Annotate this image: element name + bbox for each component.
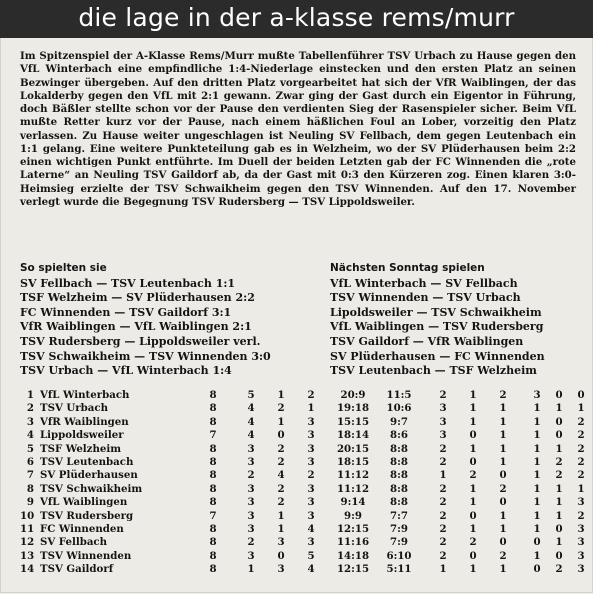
lost-cell: 3 (307, 442, 315, 455)
goals-cell: 9:14 (340, 496, 366, 509)
result-line: TSF Welzheim — SV Plüderhausen 2:2 (20, 291, 255, 305)
drawn-cell: 2 (277, 496, 285, 509)
team-cell: TSV Urbach (40, 402, 108, 415)
goals-cell: 18:15 (336, 455, 370, 468)
table-row (20, 482, 585, 496)
won-cell: 1 (247, 563, 255, 576)
goals-cell: 11:12 (336, 469, 370, 482)
away-drawn-cell: 1 (555, 482, 563, 495)
away-drawn-cell: 1 (555, 442, 563, 455)
table-row (20, 522, 585, 536)
team-cell: FC Winnenden (40, 522, 124, 535)
rank-cell: 4 (26, 429, 34, 442)
home-won-cell: 2 (439, 455, 447, 468)
away-won-cell: 1 (533, 429, 541, 442)
away-won-cell: 1 (533, 496, 541, 509)
won-cell: 3 (247, 496, 255, 509)
home-lost-cell: 1 (499, 429, 507, 442)
lost-cell: 3 (307, 429, 315, 442)
away-lost-cell: 3 (577, 522, 585, 535)
played-cell: 8 (209, 482, 217, 495)
away-drawn-cell: 1 (555, 496, 563, 509)
home-drawn-cell: 0 (469, 549, 477, 562)
drawn-cell: 3 (277, 563, 285, 576)
points-cell: 8:6 (390, 429, 408, 442)
away-won-cell: 0 (533, 536, 541, 549)
points-cell: 10:6 (386, 402, 412, 415)
lost-cell: 4 (307, 522, 315, 535)
rank-cell: 6 (26, 455, 34, 468)
away-won-cell: 1 (533, 402, 541, 415)
points-cell: 8:8 (390, 455, 408, 468)
home-won-cell: 3 (439, 415, 447, 428)
away-won-cell: 1 (533, 469, 541, 482)
team-cell: TSV Schwaikheim (40, 482, 143, 495)
goals-cell: 12:15 (336, 522, 370, 535)
results-list (20, 277, 312, 379)
rank-cell: 14 (20, 563, 35, 576)
played-cell: 7 (209, 509, 217, 522)
result-line: FC Winnenden — TSV Gaildorf 3:1 (20, 305, 232, 319)
away-won-cell: 1 (533, 509, 541, 522)
lost-cell: 3 (307, 455, 315, 468)
played-cell: 8 (209, 402, 217, 415)
won-cell: 3 (247, 455, 255, 468)
goals-cell: 11:16 (336, 536, 370, 549)
away-won-cell: 1 (533, 442, 541, 455)
played-cell: 8 (209, 389, 217, 401)
fixture-line: VfL Waiblingen — TSV Rudersberg (330, 320, 544, 334)
played-cell: 8 (209, 549, 217, 562)
home-drawn-cell: 1 (469, 496, 477, 509)
team-cell: VfR Waiblingen (40, 415, 129, 428)
points-cell: 8:8 (390, 469, 408, 482)
away-won-cell: 3 (533, 389, 541, 401)
team-cell: TSV Winnenden (40, 549, 132, 562)
goals-cell: 9:9 (344, 509, 362, 522)
home-drawn-cell: 1 (469, 389, 477, 401)
won-cell: 5 (247, 389, 255, 401)
home-lost-cell: 1 (499, 509, 507, 522)
home-won-cell: 3 (439, 429, 447, 442)
drawn-cell: 3 (277, 536, 285, 549)
fixture-line: TSV Gaildorf — VfR Waiblingen (330, 334, 524, 348)
team-cell: SV Plüderhausen (40, 469, 138, 482)
home-lost-cell: 2 (499, 549, 507, 562)
table-row (20, 455, 585, 469)
lost-cell: 4 (307, 563, 315, 576)
lost-cell: 3 (307, 509, 315, 522)
home-won-cell: 2 (439, 509, 447, 522)
goals-cell: 19:18 (336, 402, 370, 415)
played-cell: 8 (209, 563, 217, 576)
lost-cell: 3 (307, 482, 315, 495)
won-cell: 4 (247, 415, 255, 428)
rank-cell: 12 (20, 536, 35, 549)
rank-cell: 3 (26, 415, 34, 428)
points-cell: 7:9 (390, 522, 408, 535)
lost-cell: 3 (307, 415, 315, 428)
played-cell: 8 (209, 415, 217, 428)
table-row (20, 509, 585, 523)
fixture-line: SV Plüderhausen — FC Winnenden (330, 349, 545, 363)
rank-cell: 13 (20, 549, 35, 562)
table-row (20, 415, 585, 429)
home-lost-cell: 1 (499, 402, 507, 415)
rank-cell: 2 (26, 402, 34, 415)
goals-cell: 11:12 (336, 482, 370, 495)
home-lost-cell: 1 (499, 522, 507, 535)
goals-cell: 14:18 (336, 549, 370, 562)
home-won-cell: 2 (439, 536, 447, 549)
home-drawn-cell: 1 (469, 415, 477, 428)
away-lost-cell: 2 (577, 469, 585, 482)
result-line: TSV Rudersberg — Lippoldsweiler verl. (20, 334, 261, 348)
table-row (20, 442, 585, 456)
away-drawn-cell: 1 (555, 536, 563, 549)
home-drawn-cell: 1 (469, 563, 477, 576)
drawn-cell: 2 (277, 442, 285, 455)
away-won-cell: 1 (533, 549, 541, 562)
team-cell: TSV Leutenbach (40, 455, 134, 468)
away-lost-cell: 2 (577, 415, 585, 428)
drawn-cell: 1 (277, 389, 285, 401)
drawn-cell: 0 (277, 429, 285, 442)
won-cell: 3 (247, 549, 255, 562)
home-drawn-cell: 1 (469, 442, 477, 455)
results-section (20, 261, 312, 379)
home-won-cell: 1 (439, 563, 447, 576)
away-lost-cell: 3 (577, 496, 585, 509)
goals-cell: 18:14 (336, 429, 370, 442)
won-cell: 3 (247, 522, 255, 535)
team-cell: VfL Winterbach (40, 389, 130, 401)
points-cell: 5:11 (386, 563, 412, 576)
lost-cell: 5 (307, 549, 315, 562)
away-won-cell: 1 (533, 415, 541, 428)
away-won-cell: 1 (533, 482, 541, 495)
drawn-cell: 2 (277, 402, 285, 415)
rank-cell: 10 (20, 509, 35, 522)
home-lost-cell: 2 (499, 482, 507, 495)
points-cell: 8:8 (390, 442, 408, 455)
away-won-cell: 1 (533, 455, 541, 468)
home-lost-cell: 0 (499, 536, 507, 549)
home-drawn-cell: 0 (469, 429, 477, 442)
home-won-cell: 2 (439, 522, 447, 535)
home-won-cell: 1 (439, 469, 447, 482)
away-lost-cell: 1 (577, 482, 585, 495)
away-drawn-cell: 0 (555, 522, 563, 535)
away-drawn-cell: 2 (555, 455, 563, 468)
away-drawn-cell: 0 (555, 429, 563, 442)
fixture-line: TSV Winnenden — TSV Urbach (330, 291, 521, 305)
result-line: TSV Schwaikheim — TSV Winnenden 3:0 (20, 349, 271, 363)
home-drawn-cell: 2 (469, 469, 477, 482)
home-lost-cell: 2 (499, 389, 507, 401)
home-won-cell: 2 (439, 549, 447, 562)
points-cell: 8:8 (390, 496, 408, 509)
result-line: VfR Waiblingen — VfL Waiblingen 2:1 (20, 320, 252, 334)
home-lost-cell: 1 (499, 455, 507, 468)
played-cell: 8 (209, 455, 217, 468)
drawn-cell: 2 (277, 482, 285, 495)
goals-cell: 20:9 (340, 389, 366, 401)
won-cell: 3 (247, 509, 255, 522)
won-cell: 4 (247, 429, 255, 442)
rank-cell: 9 (26, 496, 34, 509)
article-text: Im Spitzenspiel der A-Klasse Rems/Murr mußte Tabellenführer TSV Urbach zu Hause gegen den VfL Winterbach eine empfindliche 1:4-Niederlage einstecken und den ersten Platz an seinen Bezwinger übergeben. Auf den dritten Platz vorgearbeitet hat sich der VfR Waiblingen, der das Lokalderby gegen den VfL mit 2:1 gewann. Zwar ging der Gast durch ein Eigentor in Führung, doch Bäßler stellte schon vor der Pause den verdienten Sieg der Rasenspieler sicher. Beim VfL mußte Retter kurz vor der Pause, nach einem häßlichen Foul an Lober, vorzeitig den Platz verlassen. Zu Hause weiter ungeschlagen ist Neuling SV Fellbach, dem gegen Leutenbach ein 1:1 gelang. Eine weitere Punkteteilung gab es in Welzheim, wo der SV Plüderhausen beim 2:2 einen wichtigen Punkt entführte. Im Duell der beiden Letzten gab der FC Winnenden die „rote Laterne“ an Neuling TSV Gaildorf ab, da der Gast mit 0:3 den Kürzeren zog. Einen klaren 3:0-Heimsieg erzielte der TSV Schwaikheim gegen den TSV Winnenden. Auf den 17. November verlegt wurde die Begegnung TSV Rudersberg — TSV Lippoldsweiler. (20, 50, 576, 208)
away-lost-cell: 2 (577, 509, 585, 522)
away-lost-cell: 2 (577, 429, 585, 442)
drawn-cell: 1 (277, 509, 285, 522)
home-lost-cell: 0 (499, 469, 507, 482)
rank-cell: 1 (26, 389, 34, 401)
away-won-cell: 0 (533, 563, 541, 576)
home-drawn-cell: 1 (469, 522, 477, 535)
home-won-cell: 2 (439, 482, 447, 495)
home-drawn-cell: 0 (469, 509, 477, 522)
result-line: TSV Urbach — VfL Winterbach 1:4 (20, 364, 232, 378)
goals-cell: 15:15 (336, 415, 370, 428)
lost-cell: 1 (307, 402, 315, 415)
played-cell: 8 (209, 469, 217, 482)
played-cell: 8 (209, 536, 217, 549)
won-cell: 3 (247, 482, 255, 495)
goals-cell: 20:15 (336, 442, 370, 455)
home-drawn-cell: 2 (469, 536, 477, 549)
fixture-line: VfL Winterbach — SV Fellbach (330, 276, 518, 290)
headline: die lage in der a-klasse rems/murr (78, 3, 515, 32)
played-cell: 7 (209, 429, 217, 442)
points-cell: 7:7 (390, 509, 408, 522)
home-drawn-cell: 1 (469, 482, 477, 495)
away-drawn-cell: 0 (555, 415, 563, 428)
home-won-cell: 2 (439, 442, 447, 455)
home-lost-cell: 1 (499, 563, 507, 576)
table-row (20, 389, 585, 402)
fixture-line: Lipoldsweiler — TSV Schwaikheim (330, 305, 542, 319)
team-cell: TSV Rudersberg (40, 509, 134, 522)
away-drawn-cell: 1 (555, 402, 563, 415)
home-won-cell: 2 (439, 496, 447, 509)
away-drawn-cell: 0 (555, 389, 563, 401)
table-row (20, 496, 585, 509)
away-lost-cell: 3 (577, 563, 585, 576)
away-drawn-cell: 0 (555, 549, 563, 562)
points-cell: 8:8 (390, 482, 408, 495)
away-lost-cell: 1 (577, 402, 585, 415)
rank-cell: 8 (26, 482, 34, 495)
home-won-cell: 3 (439, 402, 447, 415)
away-drawn-cell: 2 (555, 563, 563, 576)
fixtures-list (330, 277, 580, 379)
goals-cell: 12:15 (336, 563, 370, 576)
table-row (20, 536, 585, 549)
home-lost-cell: 1 (499, 415, 507, 428)
drawn-cell: 0 (277, 549, 285, 562)
rank-cell: 11 (20, 522, 35, 535)
lost-cell: 2 (307, 469, 315, 482)
lost-cell: 3 (307, 496, 315, 509)
fixtures-heading: Nächsten Sonntag spielen (330, 262, 485, 274)
result-line: SV Fellbach — TSV Leutenbach 1:1 (20, 276, 236, 290)
team-cell: VfL Waiblingen (40, 496, 128, 509)
home-lost-cell: 0 (499, 496, 507, 509)
played-cell: 8 (209, 442, 217, 455)
table-row (20, 549, 585, 563)
won-cell: 4 (247, 402, 255, 415)
team-cell: SV Fellbach (40, 536, 108, 549)
home-drawn-cell: 1 (469, 402, 477, 415)
won-cell: 2 (247, 536, 255, 549)
away-drawn-cell: 2 (555, 469, 563, 482)
played-cell: 8 (209, 522, 217, 535)
team-cell: TSV Gaildorf (40, 563, 114, 576)
rank-cell: 7 (26, 469, 34, 482)
away-lost-cell: 2 (577, 455, 585, 468)
team-cell: TSF Welzheim (40, 442, 122, 455)
home-lost-cell: 1 (499, 442, 507, 455)
points-cell: 9:7 (390, 415, 408, 428)
fixture-line: TSV Leutenbach — TSF Welzheim (330, 364, 537, 378)
away-drawn-cell: 1 (555, 509, 563, 522)
table-row (20, 402, 585, 415)
team-cell: Lippoldsweiler (40, 429, 124, 442)
away-lost-cell: 0 (577, 389, 585, 401)
away-won-cell: 1 (533, 522, 541, 535)
standings-table (20, 389, 585, 576)
points-cell: 7:9 (390, 536, 408, 549)
drawn-cell: 4 (277, 469, 285, 482)
away-lost-cell: 3 (577, 549, 585, 562)
home-drawn-cell: 0 (469, 455, 477, 468)
results-heading: So spielten sie (20, 262, 107, 274)
away-lost-cell: 3 (577, 536, 585, 549)
drawn-cell: 1 (277, 415, 285, 428)
points-cell: 11:5 (386, 389, 412, 401)
table-row (20, 429, 585, 442)
drawn-cell: 2 (277, 455, 285, 468)
drawn-cell: 1 (277, 522, 285, 535)
won-cell: 2 (247, 469, 255, 482)
played-cell: 8 (209, 496, 217, 509)
won-cell: 3 (247, 442, 255, 455)
table-row (20, 563, 585, 576)
fixtures-section (330, 261, 580, 379)
points-cell: 6:10 (386, 549, 412, 562)
home-won-cell: 2 (439, 389, 447, 401)
rank-cell: 5 (26, 442, 34, 455)
header-banner (0, 0, 593, 38)
table-row (20, 469, 585, 482)
lost-cell: 2 (307, 389, 315, 401)
away-lost-cell: 2 (577, 442, 585, 455)
lost-cell: 3 (307, 536, 315, 549)
